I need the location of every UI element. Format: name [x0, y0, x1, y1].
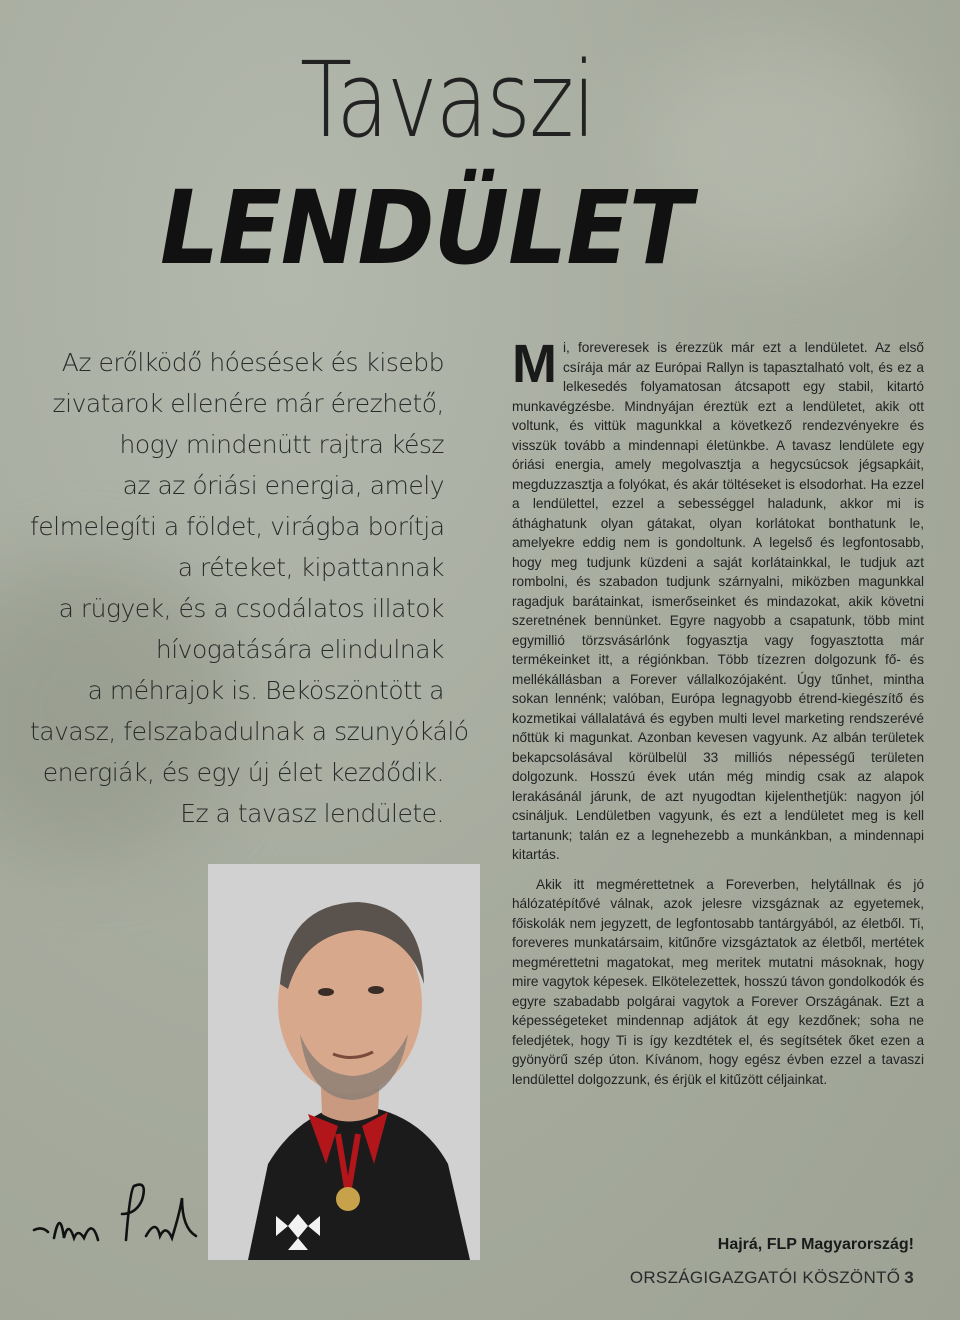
portrait-photo: [208, 864, 480, 1260]
article-body: [512, 334, 924, 1089]
lead-line: a méhrajok is. Beköszöntött a: [87, 676, 444, 705]
body-paragraph-1-text: i, foreveresek is érezzük már ezt a lendületet. Az első csírája már az Európai Rallyn is tapasztalható volt, és ez a lelkesedés folyamatosan átcsapott egy stabil, kitartó munkavégzésbe. Mindnyájan éreztük ezt a lendületet, akik ott voltunk, és vittük magunkkal a következő rendezvényekre és visszük tovább a mindennapi életünkbe. A tavasz lendülete egy óriási energia, amely megolvasztja a hegycsúcsok jégsapkáit, megduzzasztja a folyókat, és akár töltéseket is elsodorhat. Ha ezzel a lendülettel, ezzel a sebességgel haladunk, akkor mi is áthághatunk olyan gátakat, olyan korlátokat bonthatunk le, amelyekre eddig nem is gondoltunk. A legelső és legfontosabb, hogy meg tudjunk küzdeni a saját korlátainkkal, le tudjuk azt rombolni, és szabadon tudjunk szárnyalni, miközben magunkkal ragadjuk barátainkat, ismerőseinket és mindazokat, akik követni szeretnének bennünket. Egyre nagyobb a csapatunk, több mint egymillió törzsvásárlónk fogyasztja vagy fogyasztotta már termékeinket itt, a régiónkban. Több tízezren dolgozunk fő- és mellékállásban a Forever vállalkozójaként. Úgy tűnhet, mintha sokan lennénk; valóban, Európa legnagyobb étrend-kiegészítő és kozmetikai vállalatává és egyben multi level marketing rendszerévé nőttük ki magunkat. Azonban kevesen vagyunk. Az albán területek bekapcsolásával körülbelül 33 milliós népességű területen dolgozunk. Hosszú évek után még mindig csak az alapok lerakásánál járunk, de azt nyugodtan kijelenthetjük: nagyon jól csináljuk. Lendületben vagyunk, és ezt a lendületet meg is kell tartanunk; talán ez a legnehezebb a munkánkban, a mindennapi kitartás.: [512, 340, 924, 862]
lead-line: az az óriási energia, amely: [122, 471, 444, 500]
lead-line: hívogatására elindulnak: [155, 635, 444, 664]
portrait-illustration: [208, 864, 480, 1260]
page-number: 3: [904, 1268, 914, 1287]
signature: [28, 1178, 198, 1258]
lead-line: energiák, és egy új élet kezdődik.: [42, 758, 444, 787]
lead-line: Ez a tavasz lendülete.: [180, 799, 444, 828]
body-paragraph-1: [512, 334, 924, 865]
lead-line: tavasz, felszabadulnak a szunyókáló: [30, 717, 469, 746]
lead-paragraph: [30, 342, 469, 834]
body-paragraph-2: Akik itt megmérettetnek a Foreverben, helytállnak és jó hálózatépítővé válnak, azok jelesre vizsgáznak az egyetemek, főiskolák nem jegyzett, de legfontosabb tantárgyából, az életből. Ti, foreveres munkatársaim, kitűnőre vizsgáztatok az életből, mertétek megmérettetni magatokat, meg meritek mutatni másoknak, hogy mire vagytok képesek. Elkötelezettek, hosszú távon gondolkodók és egyre szabadabb polgárai vagytok a Forever Országának. Ezt a képességeteket mindennap adjátok át egy kezdőnek; soha ne feledjétek, hogy Ti is így kezdtétek el, és segítsétek őket ezen a gyönyörű szép úton. Kívánom, hogy egész évben ezzel a tavaszi lendülettel dolgozzunk, és érjük el kitűzött céljainkat.: [512, 876, 924, 1087]
page-footer: [630, 1268, 914, 1288]
title-light: Tavaszi: [300, 39, 595, 161]
closing-line: Hajrá, FLP Magyarország!: [717, 1236, 914, 1253]
lead-line: felmelegíti a földet, virágba borítja: [30, 512, 445, 541]
drop-cap: M: [512, 334, 557, 394]
lead-line: a rügyek, és a csodálatos illatok: [58, 594, 444, 623]
lead-line: Az erőlködő hóesések és kisebb: [61, 348, 444, 377]
lead-line: hogy mindenütt rajtra kész: [119, 430, 444, 459]
lead-line: a réteket, kipattannak: [177, 553, 444, 582]
title-bold: LENDÜLET: [160, 169, 692, 288]
lead-line: zivatarok ellenére már érezhető,: [52, 389, 444, 418]
section-title: ORSZÁGIGAZGATÓI KÖSZÖNTŐ: [629, 1268, 901, 1287]
